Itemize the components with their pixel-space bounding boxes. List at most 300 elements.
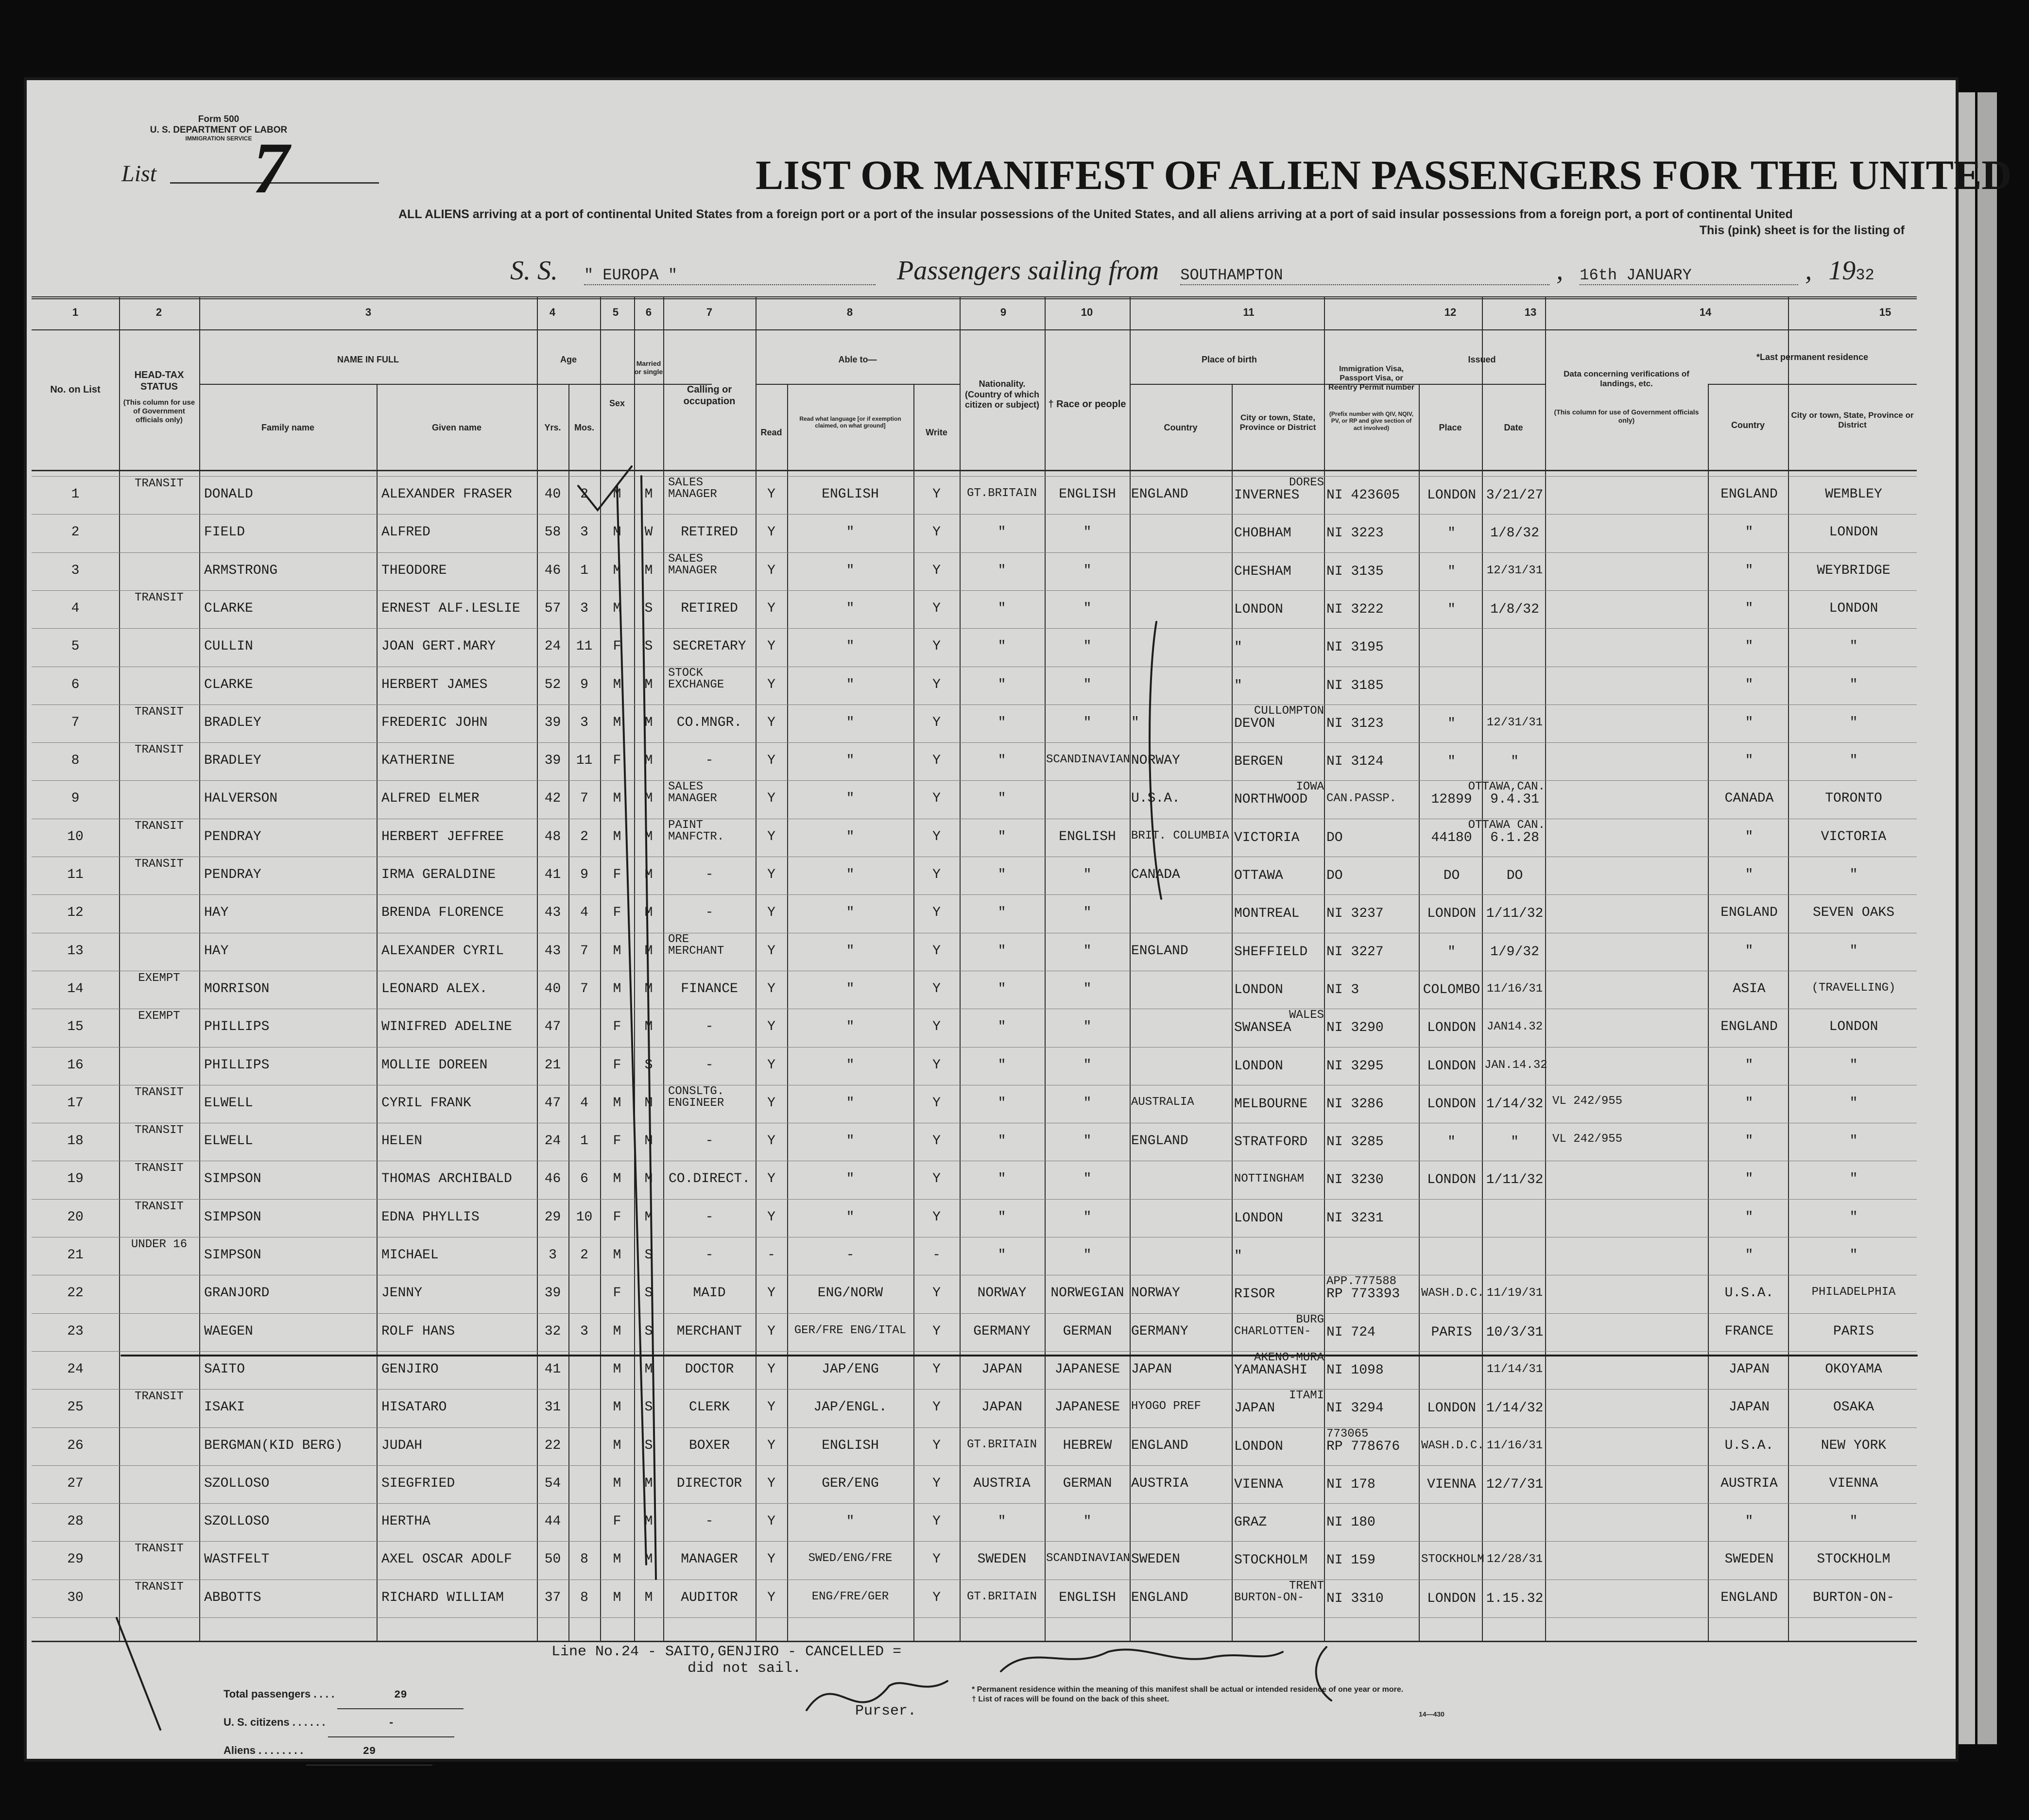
row-number: 2 <box>71 525 80 540</box>
nationality: " <box>997 1133 1006 1149</box>
birth-city: LONDON <box>1234 1058 1283 1074</box>
occupation: - <box>705 1514 714 1529</box>
race: HEBREW <box>1063 1438 1112 1453</box>
visa-number: NI 3195 <box>1326 640 1384 655</box>
marital-status: M <box>644 1171 653 1187</box>
age-months: 8 <box>580 1552 588 1567</box>
given-name: HERBERT JEFFREE <box>381 829 504 844</box>
residence-city: LONDON <box>1829 1019 1878 1035</box>
family-name: ABBOTTS <box>204 1590 261 1605</box>
marital-status: M <box>644 1514 653 1529</box>
birth-country: SWEDEN <box>1131 1552 1180 1567</box>
marital-status: S <box>644 1438 653 1453</box>
given-name: AXEL OSCAR ADOLF <box>381 1552 512 1567</box>
row-number: 20 <box>67 1209 84 1225</box>
departure-port: SOUTHAMPTON <box>1180 266 1549 285</box>
birth-country: NORWAY <box>1131 753 1180 769</box>
occupation: FINANCE <box>681 981 738 996</box>
given-name: IRMA GERALDINE <box>381 867 496 882</box>
age-years: 3 <box>549 1248 557 1263</box>
issued-date: 12/31/31 <box>1486 564 1543 577</box>
birth-city: NOTTINGHAM <box>1234 1172 1305 1186</box>
service-name: IMMIGRATION SERVICE <box>185 135 252 142</box>
given-name: THOMAS ARCHIBALD <box>381 1171 512 1187</box>
given-name: KATHERINE <box>381 753 455 769</box>
age-years: 54 <box>544 1476 561 1491</box>
residence-city: " <box>1849 677 1858 692</box>
marital-status: M <box>644 943 653 959</box>
can-write: Y <box>932 1438 941 1453</box>
residence-city: OKOYAMA <box>1825 1361 1882 1377</box>
column-number: 5 <box>612 306 619 318</box>
family-name: BRADLEY <box>204 715 261 730</box>
read-language: " <box>846 829 855 844</box>
can-write: Y <box>932 753 941 769</box>
sex: M <box>613 525 621 540</box>
issued-place: LONDON <box>1427 1401 1476 1416</box>
given-name: ALEXANDER FRASER <box>381 487 512 502</box>
nationality: " <box>997 1057 1006 1073</box>
read-language: " <box>846 639 855 654</box>
birth-city: VIENNA <box>1234 1477 1283 1492</box>
age-months: 2 <box>580 829 588 844</box>
race: " <box>1083 677 1092 692</box>
nationality: " <box>997 829 1006 844</box>
issued-place: VIENNA <box>1427 1477 1476 1492</box>
race: GERMAN <box>1063 1323 1112 1339</box>
birth-city-line-1: ITAMI <box>1289 1389 1324 1403</box>
birth-country: NORWAY <box>1131 1286 1180 1301</box>
form-number: Form 500 <box>198 114 240 124</box>
visa-number: NI 3295 <box>1326 1058 1384 1074</box>
age-months: 11 <box>576 639 593 654</box>
age-header: Age <box>560 355 577 364</box>
issued-place: LONDON <box>1427 488 1476 503</box>
aliens-row: Aliens . . . . . . . . 29 <box>224 1737 464 1766</box>
can-write: Y <box>932 867 941 882</box>
residence-city: " <box>1849 639 1858 654</box>
read-language: ENG/NORW <box>817 1286 883 1301</box>
given-name-header: Given name <box>431 423 482 432</box>
can-write: Y <box>932 791 941 807</box>
issued-date: 1.15.32 <box>1486 1591 1544 1606</box>
can-write: Y <box>932 601 941 616</box>
nationality: " <box>997 715 1006 730</box>
sex: M <box>613 715 621 730</box>
can-write: Y <box>932 715 941 730</box>
residence-city: WEYBRIDGE <box>1817 563 1891 578</box>
age-years: 39 <box>544 753 561 769</box>
birth-country: ENGLAND <box>1131 487 1188 502</box>
marital-status: M <box>644 829 653 844</box>
head-tax-status: TRANSIT <box>135 1085 184 1099</box>
visa-number: NI 1098 <box>1326 1362 1384 1378</box>
given-name: WINIFRED ADELINE <box>381 1019 512 1035</box>
age-years: 32 <box>544 1323 561 1339</box>
can-write: Y <box>932 1057 941 1073</box>
write-header: Write <box>926 428 947 437</box>
column-number: 8 <box>846 306 853 318</box>
can-read: Y <box>767 1171 775 1187</box>
can-write: Y <box>932 563 941 578</box>
visa-number: RP 778676 <box>1326 1439 1400 1454</box>
cancel-note-line-1: Line No.24 - SAITO,GENJIRO - CANCELLED = <box>551 1644 902 1660</box>
family-name: PHILLIPS <box>204 1057 270 1073</box>
read-language: " <box>846 1133 855 1149</box>
birth-country: U.S.A. <box>1131 791 1180 807</box>
occupation: MANAGER <box>668 792 717 806</box>
visa-number: NI 3294 <box>1326 1401 1384 1416</box>
head-tax-status: TRANSIT <box>135 591 184 604</box>
birth-city: SHEFFIELD <box>1234 944 1308 960</box>
can-read: Y <box>767 1209 775 1225</box>
marital-status: M <box>644 563 653 578</box>
nationality: GT.BRITAIN <box>966 487 1037 500</box>
visa-header: Immigration Visa, Passport Visa, or Reentry Permit number <box>1328 365 1414 392</box>
voyage-line: S. S. " EUROPA " Passengers sailing from SOUTHAMPTON , 16th JANUARY , 1932 <box>510 256 1874 286</box>
residence-country: " <box>1745 867 1754 882</box>
row-number: 1 <box>71 487 80 502</box>
family-name: CLARKE <box>204 677 253 692</box>
race: " <box>1083 639 1092 654</box>
us-citizens-value: - <box>328 1710 454 1737</box>
age-years: 52 <box>544 677 561 692</box>
head-tax-note: (This column for use of Government officials only) <box>123 398 195 424</box>
visa-number: NI 3285 <box>1326 1134 1384 1150</box>
row-number: 25 <box>67 1400 84 1415</box>
residence-country: " <box>1745 829 1754 844</box>
visa-number: NI 3 <box>1326 982 1359 997</box>
birth-city-line-1: TRENT <box>1289 1579 1324 1593</box>
can-write: Y <box>932 1400 941 1415</box>
occupation: MAID <box>693 1286 726 1301</box>
occupation: - <box>705 1133 714 1149</box>
can-read: Y <box>767 1400 775 1415</box>
issued-date: " <box>1511 754 1519 770</box>
no-on-list-header: No. on List <box>50 384 101 395</box>
residence-city: " <box>1849 1171 1858 1187</box>
issued-place: " <box>1447 564 1456 579</box>
age-months: 1 <box>580 1133 588 1149</box>
issued-date: 11/16/31 <box>1486 982 1543 996</box>
occupation: MERCHANT <box>668 944 724 958</box>
residence-country: " <box>1745 1171 1754 1187</box>
given-name: THEODORE <box>381 563 447 578</box>
residence-city: (TRAVELLING) <box>1811 981 1896 995</box>
head-tax-status: TRANSIT <box>135 1162 184 1175</box>
race: " <box>1083 1095 1092 1111</box>
can-read: Y <box>767 829 775 844</box>
nationality-header: Nationality. (Country of which citizen or subject) <box>964 379 1040 410</box>
residence-city: SEVEN OAKS <box>1812 905 1895 921</box>
head-tax-status: TRANSIT <box>135 1200 184 1213</box>
given-name: ALFRED ELMER <box>381 791 480 807</box>
residence-country: " <box>1745 639 1754 654</box>
residence-country: " <box>1745 715 1754 730</box>
age-months: 1 <box>580 563 588 578</box>
issued-place: " <box>1447 716 1456 731</box>
age-years: 40 <box>544 487 561 502</box>
issued-place-header: Place <box>1439 423 1462 432</box>
read-language: " <box>846 905 855 921</box>
can-write: Y <box>932 1323 941 1339</box>
occupation: DOCTOR <box>685 1361 734 1377</box>
head-tax-header: HEAD-TAX STATUS <box>134 370 184 392</box>
issued-place: " <box>1447 526 1456 541</box>
family-name: CLARKE <box>204 601 253 616</box>
family-name: ARMSTRONG <box>204 563 278 578</box>
race: ENGLISH <box>1059 1590 1116 1605</box>
can-read: Y <box>767 639 775 654</box>
can-write: - <box>932 1248 941 1263</box>
sex: F <box>613 1133 621 1149</box>
age-years: 22 <box>544 1438 561 1453</box>
sex: M <box>613 1095 621 1111</box>
issued-date: 9.4.31 <box>1490 792 1539 807</box>
residence-country: " <box>1745 753 1754 769</box>
issued-date: 11/19/31 <box>1486 1287 1543 1300</box>
marital-status: M <box>644 753 653 769</box>
issued-date-line-1: OTTAWA,CAN. <box>1468 780 1545 794</box>
visa-line-1: APP.777588 <box>1326 1275 1397 1288</box>
marital-status: S <box>644 1323 653 1339</box>
issued-place: " <box>1447 601 1456 617</box>
birth-city: JAPAN <box>1234 1401 1275 1416</box>
issued-date: 3/21/27 <box>1486 488 1544 503</box>
yrs-header: Yrs. <box>544 423 561 432</box>
landing-verification: VL 242/955 <box>1552 1133 1623 1146</box>
birth-city-line-1: DORES <box>1289 476 1324 489</box>
given-name: ROLF HANS <box>381 1323 455 1339</box>
family-name: ELWELL <box>204 1133 253 1149</box>
issued-date: 11/16/31 <box>1486 1439 1543 1452</box>
issued-date-line-1: OTTAWA CAN. <box>1468 818 1545 832</box>
nationality: GERMANY <box>973 1323 1031 1339</box>
landing-header: Data concerning verifications of landings, etc. <box>1564 369 1689 389</box>
issued-place: DO <box>1443 868 1460 883</box>
sex: F <box>613 753 621 769</box>
aliens-value: 29 <box>306 1738 432 1766</box>
purser-label: Purser. <box>855 1703 917 1719</box>
birth-city: BURTON-ON- <box>1234 1591 1305 1604</box>
issued-place: COLOMBO <box>1423 982 1480 997</box>
residence-country: " <box>1745 677 1754 692</box>
can-write: Y <box>932 1552 941 1567</box>
issued-date: DO <box>1506 868 1523 883</box>
age-years: 43 <box>544 905 561 921</box>
head-tax-status: EXEMPT <box>138 1010 180 1023</box>
birth-city: MELBOURNE <box>1234 1096 1308 1112</box>
form-header <box>117 114 321 142</box>
birth-country: AUSTRALIA <box>1131 1095 1194 1109</box>
given-name: HELEN <box>381 1133 423 1149</box>
row-number: 17 <box>67 1095 84 1111</box>
sex: M <box>613 1361 621 1377</box>
sailing-label: Passengers sailing from <box>897 256 1159 286</box>
sex: M <box>613 487 621 502</box>
footnote-races: † List of races will be found on the back of this sheet. <box>972 1695 1169 1703</box>
race: " <box>1083 1133 1092 1149</box>
nationality: GT.BRITAIN <box>966 1590 1037 1603</box>
residence-country: CANADA <box>1724 791 1774 807</box>
landing-note: (This column for use of Government officials only) <box>1554 408 1699 424</box>
birth-country: BRIT. COLUMBIA <box>1131 829 1229 842</box>
read-language: " <box>846 601 855 616</box>
given-name: MOLLIE DOREEN <box>381 1057 488 1073</box>
can-read: Y <box>767 601 775 616</box>
occupation: - <box>705 905 714 921</box>
column-number: 12 <box>1444 306 1457 318</box>
married-header: Married or single <box>634 360 663 376</box>
can-read: Y <box>767 563 775 578</box>
row-number: 28 <box>67 1514 84 1529</box>
read-lang-header: Read what language [or if exemption claimed, on what ground] <box>799 415 901 429</box>
page-title: LIST OR MANIFEST OF ALIEN PASSENGERS FOR THE UNITED <box>756 152 2012 198</box>
cancel-note-line-2: did not sail. <box>688 1660 802 1677</box>
given-name: FREDERIC JOHN <box>381 715 488 730</box>
occupation: - <box>705 1248 714 1263</box>
visa-number: NI 3185 <box>1326 678 1384 693</box>
birth-city: DEVON <box>1234 716 1275 731</box>
birth-city: GRAZ <box>1234 1515 1267 1530</box>
place-of-birth-header: Place of birth <box>1201 355 1257 364</box>
head-tax-status: TRANSIT <box>135 705 184 719</box>
can-read: Y <box>767 791 775 807</box>
age-years: 39 <box>544 715 561 730</box>
residence-city: WEMBLEY <box>1825 487 1882 502</box>
issued-date: 11/14/31 <box>1486 1362 1543 1376</box>
birth-city-line-1: WALES <box>1289 1009 1324 1022</box>
sex: M <box>613 943 621 959</box>
issued-header: Issued <box>1468 355 1496 364</box>
birth-city: CHESHAM <box>1234 564 1291 579</box>
residence-city: PHILADELPHIA <box>1811 1286 1896 1299</box>
marital-status: W <box>644 525 653 540</box>
birth-city: " <box>1234 640 1242 655</box>
family-name: SZOLLOSO <box>204 1476 270 1491</box>
can-write: Y <box>932 1019 941 1035</box>
head-tax-status: TRANSIT <box>135 819 184 833</box>
nationality: " <box>997 525 1006 540</box>
row-number: 3 <box>71 563 80 578</box>
residence-country: " <box>1745 1209 1754 1225</box>
column-number: 4 <box>549 306 556 318</box>
visa-number: NI 3227 <box>1326 944 1384 960</box>
birth-city-header: City or town, State, Province or District <box>1239 413 1316 432</box>
sex: M <box>613 677 621 692</box>
column-number: 13 <box>1524 306 1537 318</box>
residence-country: ENGLAND <box>1720 905 1778 921</box>
us-citizens-label: U. S. citizens <box>224 1716 290 1728</box>
age-months: 7 <box>580 791 588 807</box>
residence-country: FRANCE <box>1724 1323 1774 1339</box>
can-read: Y <box>767 943 775 959</box>
calling-header: Calling or occupation <box>683 384 736 407</box>
nationality: NORWAY <box>977 1286 1027 1301</box>
issued-date: 10/3/31 <box>1486 1324 1544 1340</box>
residence-city: " <box>1849 753 1858 769</box>
can-read: Y <box>767 1514 775 1529</box>
age-years: 46 <box>544 563 561 578</box>
family-name: MORRISON <box>204 981 270 996</box>
row-number: 13 <box>67 943 84 959</box>
read-language: " <box>846 753 855 769</box>
marital-status: M <box>644 677 653 692</box>
age-years: 57 <box>544 601 561 616</box>
can-read: Y <box>767 753 775 769</box>
nationality: " <box>997 601 1006 616</box>
head-tax-status: TRANSIT <box>135 858 184 871</box>
age-months: 2 <box>580 487 588 502</box>
sex: M <box>613 601 621 616</box>
visa-number: NI 3135 <box>1326 564 1384 579</box>
marital-status: M <box>644 1019 653 1035</box>
read-language: " <box>846 867 855 882</box>
read-language: " <box>846 1209 855 1225</box>
residence-country: " <box>1745 1133 1754 1149</box>
read-language: GER/ENG <box>822 1476 879 1491</box>
passenger-rows <box>32 474 1917 1640</box>
given-name: CYRIL FRANK <box>381 1095 471 1111</box>
row-number: 11 <box>67 867 84 882</box>
race: NORWEGIAN <box>1050 1286 1124 1301</box>
age-months: 7 <box>580 981 588 996</box>
departure-date: 16th JANUARY <box>1580 266 1798 285</box>
read-language: " <box>846 1171 855 1187</box>
sex: F <box>613 905 621 921</box>
issued-place: " <box>1447 944 1456 960</box>
age-months: 10 <box>576 1209 593 1225</box>
issued-date: 12/31/31 <box>1486 716 1543 729</box>
birth-city: MONTREAL <box>1234 906 1300 922</box>
residence-country: " <box>1745 525 1754 540</box>
head-tax-status: TRANSIT <box>135 477 184 490</box>
can-read: Y <box>767 1552 775 1567</box>
sex: M <box>613 1248 621 1263</box>
residence-city: VICTORIA <box>1821 829 1887 844</box>
read-language: " <box>846 1095 855 1111</box>
row-number: 8 <box>71 753 80 769</box>
given-name: ERNEST ALF.LESLIE <box>381 601 520 616</box>
row-number: 16 <box>67 1057 84 1073</box>
marital-status: M <box>644 1476 653 1491</box>
issued-date: 1/14/32 <box>1486 1401 1544 1416</box>
column-number: 11 <box>1243 306 1255 318</box>
birth-country: ENGLAND <box>1131 1590 1188 1605</box>
age-months: 4 <box>580 1095 588 1111</box>
given-name: GENJIRO <box>381 1361 439 1377</box>
race: " <box>1083 1514 1092 1529</box>
race: GERMAN <box>1063 1476 1112 1491</box>
marital-status: S <box>644 1400 653 1415</box>
marital-status: M <box>644 1361 653 1377</box>
visa-number: NI 3237 <box>1326 906 1384 922</box>
visa-number: DO <box>1326 868 1343 883</box>
instructions-line-2: This (pink) sheet is for the listing of <box>1699 223 1905 237</box>
column-number-row <box>32 306 1917 326</box>
can-write: Y <box>932 677 941 692</box>
nationality: " <box>997 1248 1006 1263</box>
occupation: MANAGER <box>681 1552 738 1567</box>
age-years: 24 <box>544 1133 561 1149</box>
sex: M <box>613 829 621 844</box>
birth-city: LONDON <box>1234 1439 1283 1454</box>
family-name: SIMPSON <box>204 1171 261 1187</box>
marital-status: M <box>644 1590 653 1605</box>
can-read: Y <box>767 525 775 540</box>
race: " <box>1083 1209 1092 1225</box>
issued-date: JAN.14.32 <box>1484 1058 1548 1072</box>
